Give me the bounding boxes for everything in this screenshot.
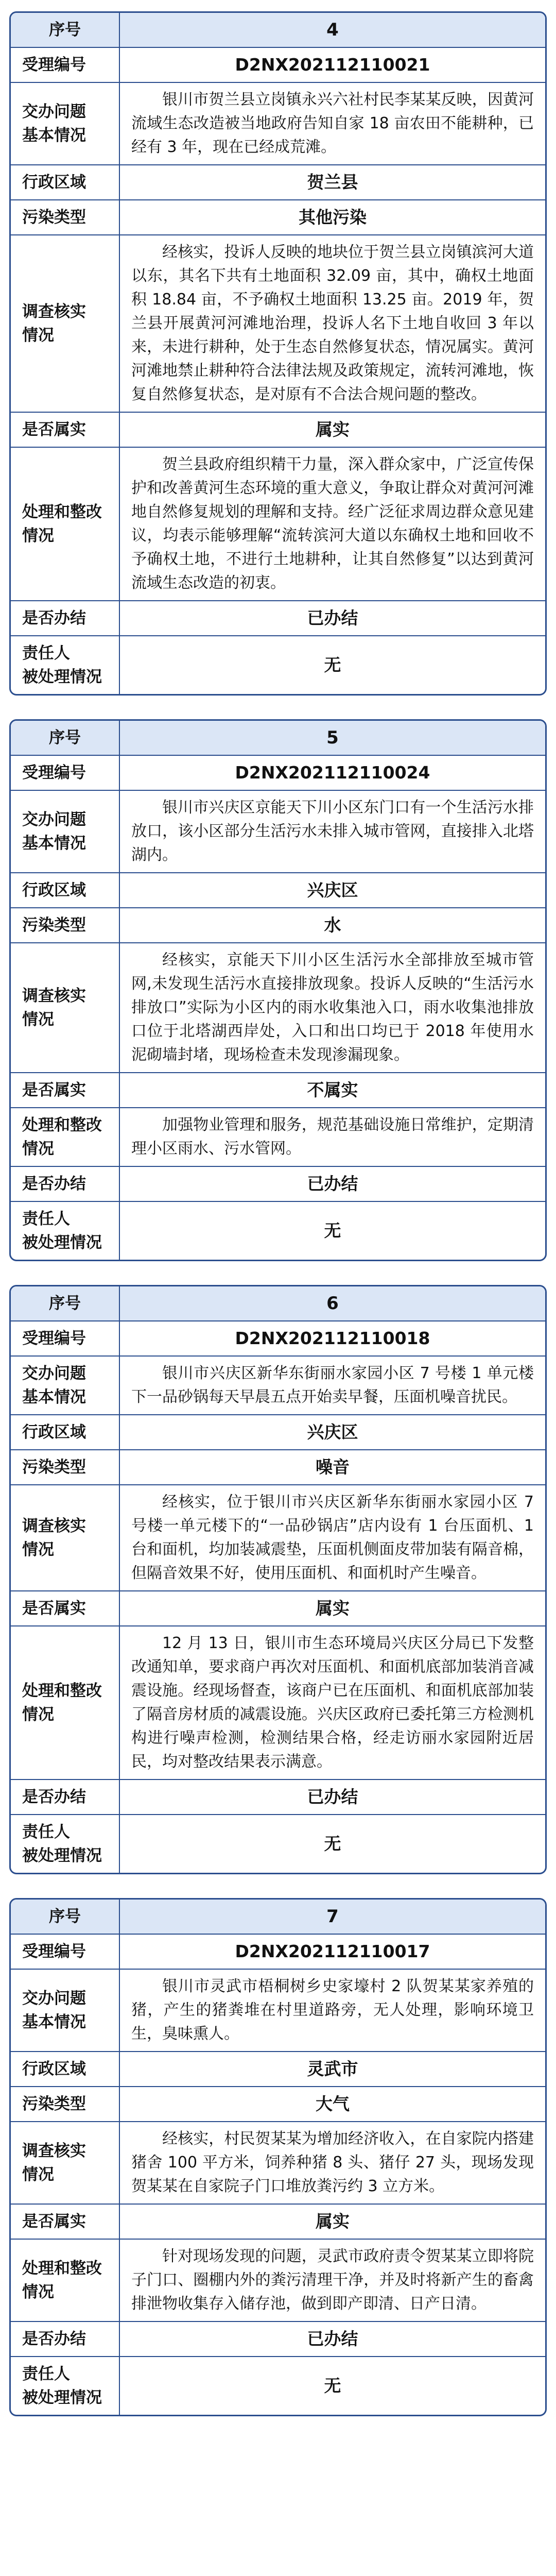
value-issue: 银川市贺兰县立岗镇永兴六社村民李某某反映，因黄河流域生态改造被当地政府告知自家 18 亩农田不能耕种，已经有 3 年，现在已经成荒滩。 bbox=[131, 91, 534, 156]
value-region: 贺兰县 bbox=[307, 172, 358, 192]
label-region: 行政区域 bbox=[11, 873, 120, 907]
value-investigation: 经核实，位于银川市兴庆区新华东街丽水家园小区 7 号楼一单元楼下的“一品砂锅店”店内设有 1 台压面机、1 台和面机，均加装减震垫，压面机侧面皮带加装有隔音棉，但隔音效果不好，使用压面机、和面机时产生噪音。 bbox=[131, 1493, 534, 1582]
row-pollution bbox=[11, 2086, 545, 2121]
row-issue bbox=[11, 1969, 545, 2051]
row-code bbox=[11, 47, 545, 82]
value-verified: 不属实 bbox=[307, 1080, 358, 1100]
row-no bbox=[11, 1286, 545, 1320]
row-no bbox=[11, 13, 545, 47]
row-pollution bbox=[11, 1449, 545, 1484]
value-investigation: 经核实，投诉人反映的地块位于贺兰县立岗镇滨河大道以东，其名下共有土地面积 32.09 亩，其中，确权土地面积 18.84 亩，不予确权土地面积 13.25 亩。2019 年，贺兰县开展黄河河滩地治理，投诉人名下土地自收回 3 年以来，未进行耕种，处于生态自然修复状态，情况属实。黄河河滩地禁止耕种符合法律法规及政策规定，流转河滩地，恢复自然修复状态，是对原有不合法合规问题的整改。 bbox=[131, 243, 534, 403]
label-verified: 是否属实 bbox=[11, 413, 120, 447]
label-verified: 是否属实 bbox=[11, 1073, 120, 1107]
value-closed: 已办结 bbox=[307, 2329, 358, 2349]
label-no: 序号 bbox=[11, 1286, 120, 1320]
value-pollution: 其他污染 bbox=[299, 207, 367, 227]
value-verified: 属实 bbox=[316, 419, 350, 439]
label-no: 序号 bbox=[11, 13, 120, 47]
row-handling bbox=[11, 1625, 545, 1779]
label-pollution: 污染类型 bbox=[11, 2087, 120, 2121]
value-issue: 银川市兴庆区新华东街丽水家园小区 7 号楼 1 单元楼下一品砂锅每天早晨五点开始卖早餐，压面机噪音扰民。 bbox=[131, 1364, 534, 1406]
case-card-7 bbox=[9, 1898, 547, 2416]
label-responsible: 责任人 被处理情况 bbox=[11, 636, 120, 694]
label-handling: 处理和整改 情况 bbox=[11, 1108, 120, 1166]
label-responsible: 责任人 被处理情况 bbox=[11, 1202, 120, 1260]
value-code: D2NX202112110017 bbox=[235, 1941, 430, 1961]
label-handling: 处理和整改 情况 bbox=[11, 1626, 120, 1779]
row-code bbox=[11, 1934, 545, 1969]
label-closed: 是否办结 bbox=[11, 2322, 120, 2356]
value-issue: 银川市灵武市梧桐树乡史家壕村 2 队贺某某家养殖的猪，产生的猪粪堆在村里道路旁，无人处理，影响环境卫生，臭味熏人。 bbox=[131, 1977, 534, 2043]
value-issue: 银川市兴庆区京能天下川小区东门口有一个生活污水排放口，该小区部分生活污水未排入城市管网，直接排入北塔湖内。 bbox=[131, 799, 534, 864]
row-investigation bbox=[11, 1484, 545, 1590]
row-region bbox=[11, 2051, 545, 2086]
value-pollution: 大气 bbox=[316, 2094, 350, 2114]
row-no bbox=[11, 721, 545, 755]
row-handling bbox=[11, 2239, 545, 2321]
row-verified bbox=[11, 1590, 545, 1625]
row-issue bbox=[11, 1355, 545, 1414]
label-no: 序号 bbox=[11, 1900, 120, 1934]
value-verified: 属实 bbox=[316, 1598, 350, 1618]
row-issue bbox=[11, 790, 545, 872]
row-responsible bbox=[11, 635, 545, 694]
label-pollution: 污染类型 bbox=[11, 1450, 120, 1484]
value-closed: 已办结 bbox=[307, 608, 358, 628]
row-code bbox=[11, 1320, 545, 1355]
label-no: 序号 bbox=[11, 721, 120, 755]
row-no bbox=[11, 1900, 545, 1934]
row-handling bbox=[11, 447, 545, 600]
value-region: 兴庆区 bbox=[307, 880, 358, 900]
row-verified bbox=[11, 1072, 545, 1107]
label-pollution: 污染类型 bbox=[11, 200, 120, 234]
label-responsible: 责任人 被处理情况 bbox=[11, 2357, 120, 2415]
label-investigation: 调查核实 情况 bbox=[11, 235, 120, 412]
value-handling: 针对现场发现的问题，灵武市政府责令贺某某立即将院子门口、圈棚内外的粪污清理干净，并及时将新产生的畜禽排泄物收集存入储存池，做到即产即清、日产日清。 bbox=[131, 2247, 534, 2313]
row-responsible bbox=[11, 1201, 545, 1260]
row-issue bbox=[11, 82, 545, 164]
value-investigation: 经核实，村民贺某某为增加经济收入，在自家院内搭建猪舍 100 平方米，饲养种猪 8 头、猪仔 27 头，现场发现贺某某在自家院子门口堆放粪污约 3 立方米。 bbox=[131, 2130, 534, 2195]
value-code: D2NX202112110018 bbox=[235, 1328, 430, 1348]
label-issue: 交办问题 基本情况 bbox=[11, 1970, 120, 2051]
row-responsible bbox=[11, 1814, 545, 1873]
label-responsible: 责任人 被处理情况 bbox=[11, 1815, 120, 1873]
label-issue: 交办问题 基本情况 bbox=[11, 1357, 120, 1414]
value-no: 5 bbox=[326, 727, 339, 748]
row-responsible bbox=[11, 2356, 545, 2415]
label-code: 受理编号 bbox=[11, 48, 120, 82]
label-code: 受理编号 bbox=[11, 756, 120, 790]
value-code: D2NX202112110021 bbox=[235, 55, 430, 75]
label-region: 行政区域 bbox=[11, 2052, 120, 2086]
value-region: 兴庆区 bbox=[307, 1422, 358, 1442]
row-investigation bbox=[11, 2121, 545, 2204]
value-responsible: 无 bbox=[324, 655, 341, 675]
row-closed bbox=[11, 1779, 545, 1814]
row-pollution bbox=[11, 907, 545, 942]
row-verified bbox=[11, 412, 545, 447]
label-code: 受理编号 bbox=[11, 1935, 120, 1969]
label-region: 行政区域 bbox=[11, 165, 120, 199]
case-card-4 bbox=[9, 11, 547, 696]
row-region bbox=[11, 164, 545, 199]
label-handling: 处理和整改 情况 bbox=[11, 448, 120, 600]
value-region: 灵武市 bbox=[307, 2059, 358, 2079]
row-investigation bbox=[11, 942, 545, 1072]
value-no: 7 bbox=[326, 1906, 339, 1927]
row-handling bbox=[11, 1107, 545, 1166]
label-region: 行政区域 bbox=[11, 1415, 120, 1449]
label-closed: 是否办结 bbox=[11, 1167, 120, 1201]
row-code bbox=[11, 755, 545, 790]
value-responsible: 无 bbox=[324, 2376, 341, 2396]
row-closed bbox=[11, 2321, 545, 2356]
label-investigation: 调查核实 情况 bbox=[11, 1485, 120, 1590]
label-verified: 是否属实 bbox=[11, 2205, 120, 2239]
value-closed: 已办结 bbox=[307, 1787, 358, 1807]
value-investigation: 经核实，京能天下川小区生活污水全部排放至城市管网,未发现生活污水直接排放现象。投诉人反映的“生活污水排放口”实际为小区内的雨水收集池入口，雨水收集池排放口位于北塔湖西岸处，入口和出口均已于 2018 年使用水泥砌墙封堵，现场检查未发现渗漏现象。 bbox=[131, 951, 534, 1064]
value-responsible: 无 bbox=[324, 1221, 341, 1241]
label-issue: 交办问题 基本情况 bbox=[11, 83, 120, 164]
row-region bbox=[11, 872, 545, 907]
label-verified: 是否属实 bbox=[11, 1591, 120, 1625]
value-code: D2NX202112110024 bbox=[235, 762, 430, 783]
value-pollution: 噪音 bbox=[316, 1457, 350, 1477]
value-pollution: 水 bbox=[324, 915, 341, 935]
row-region bbox=[11, 1414, 545, 1449]
value-handling: 加强物业管理和服务，规范基础设施日常维护，定期清理小区雨水、污水管网。 bbox=[131, 1116, 534, 1158]
label-handling: 处理和整改 情况 bbox=[11, 2240, 120, 2321]
row-closed bbox=[11, 600, 545, 635]
label-issue: 交办问题 基本情况 bbox=[11, 791, 120, 872]
value-responsible: 无 bbox=[324, 1834, 341, 1854]
case-card-6 bbox=[9, 1285, 547, 1874]
label-closed: 是否办结 bbox=[11, 601, 120, 635]
value-closed: 已办结 bbox=[307, 1174, 358, 1194]
value-handling: 贺兰县政府组织精干力量，深入群众家中，广泛宣传保护和改善黄河生态环境的重大意义，争取让群众对黄河河滩地自然修复规划的理解和支持。经广泛征求周边群众意见建议，均表示能够理解“流转滨河大道以东确权土地和回收不予确权土地，不进行土地耕种，让其自然修复”以达到黄河流域生态改造的初衷。 bbox=[131, 455, 534, 592]
row-investigation bbox=[11, 234, 545, 412]
label-investigation: 调查核实 情况 bbox=[11, 943, 120, 1072]
label-investigation: 调查核实 情况 bbox=[11, 2122, 120, 2204]
case-card-5 bbox=[9, 719, 547, 1261]
row-verified bbox=[11, 2204, 545, 2239]
row-pollution bbox=[11, 199, 545, 234]
label-pollution: 污染类型 bbox=[11, 908, 120, 942]
label-code: 受理编号 bbox=[11, 1321, 120, 1355]
value-handling: 12 月 13 日，银川市生态环境局兴庆区分局已下发整改通知单，要求商户再次对压面机、和面机底部加装消音减震设施。经现场督查，该商户已在压面机、和面机底部加装了隔音房材质的减震设施。兴庆区政府已委托第三方检测机构进行噪声检测，检测结果合格，经走访丽水家园附近居民，均对整改结果表示满意。 bbox=[131, 1634, 534, 1771]
label-closed: 是否办结 bbox=[11, 1780, 120, 1814]
value-no: 4 bbox=[326, 20, 339, 40]
row-closed bbox=[11, 1166, 545, 1201]
value-no: 6 bbox=[326, 1293, 339, 1314]
value-verified: 属实 bbox=[316, 2211, 350, 2231]
